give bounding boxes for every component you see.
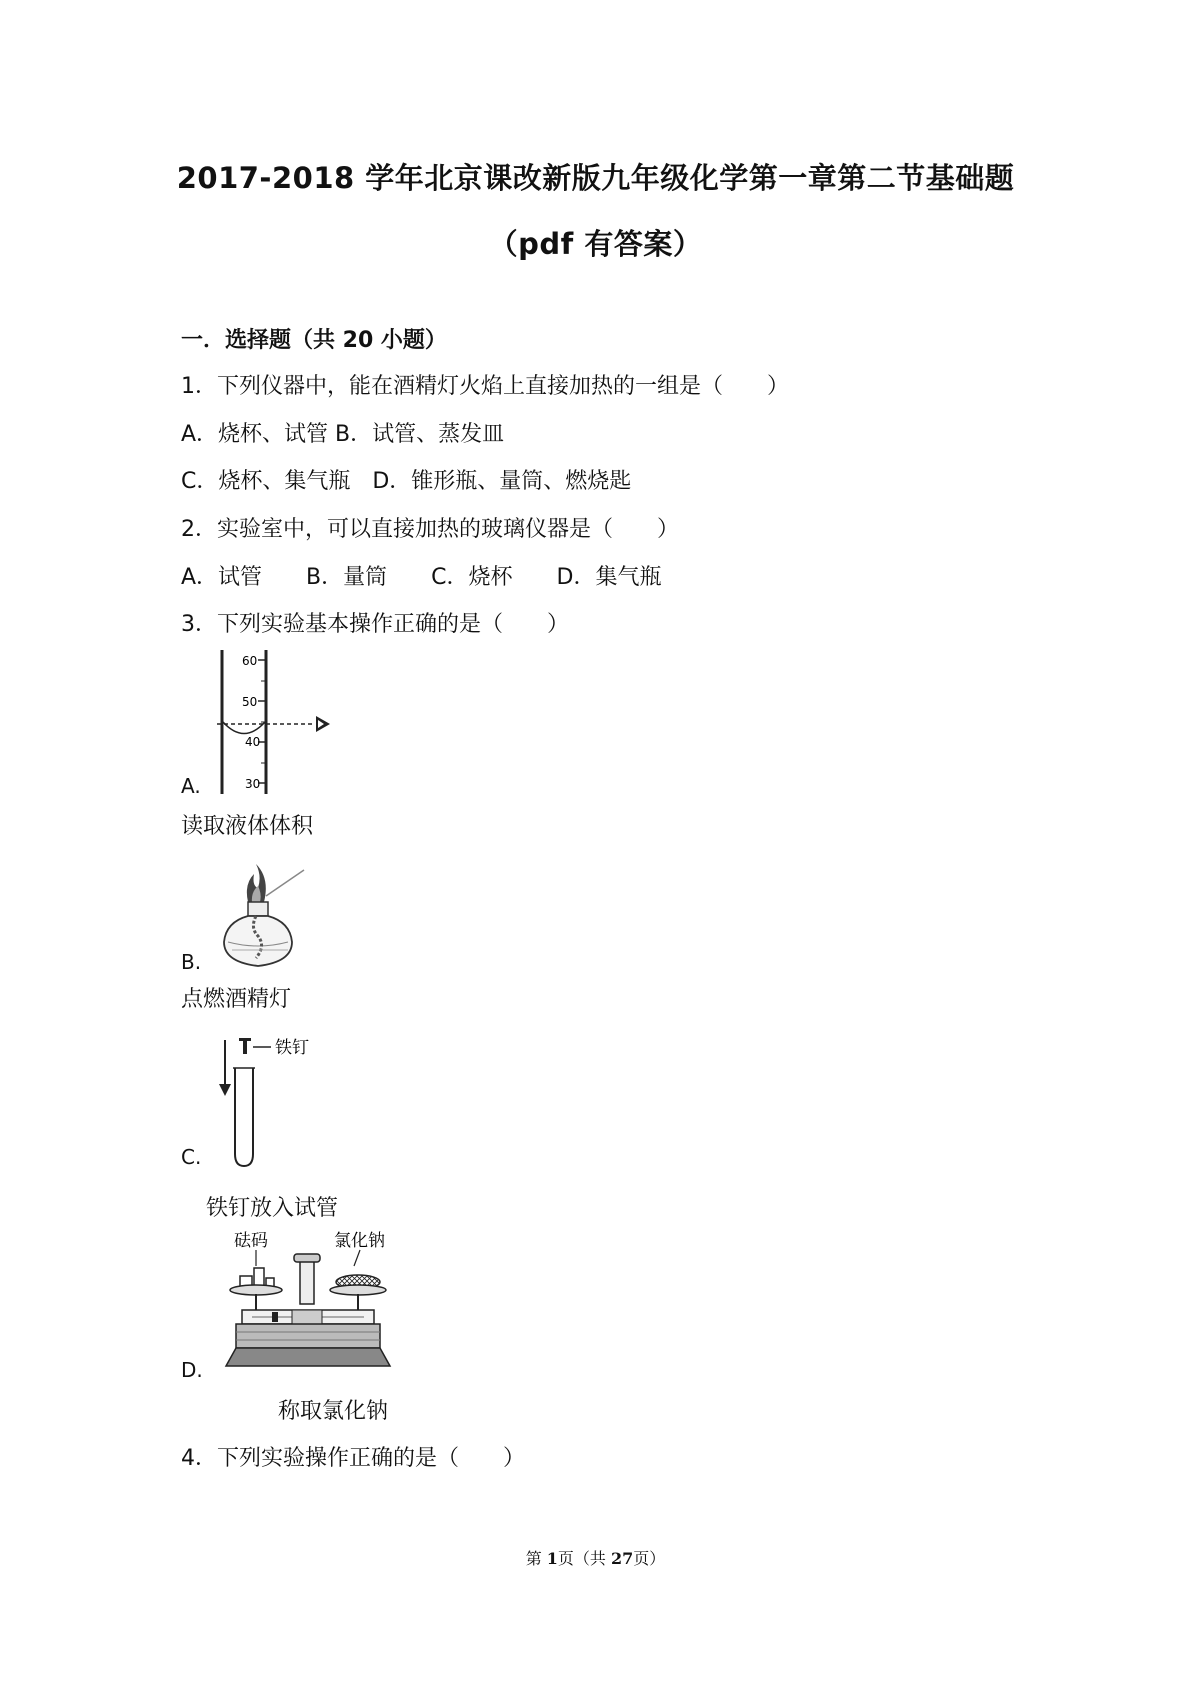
question-2-options: A．试管 B．量筒 C．烧杯 D．集气瓶 <box>181 565 662 590</box>
option-d-letter: D. <box>181 1358 203 1382</box>
scale-label-50: 50 <box>242 695 258 709</box>
page-footer <box>0 1546 1191 1569</box>
footer-page-number: 1 <box>546 1549 558 1568</box>
option-b-caption: 点燃酒精灯 <box>181 987 292 1012</box>
question-1-options-line2: C．烧杯、集气瓶 D．锥形瓶、量筒、燃烧匙 <box>181 469 632 494</box>
footer-suffix: 页） <box>633 1549 666 1568</box>
footer-prefix: 第 <box>525 1549 547 1568</box>
question-2-stem: 2．实验室中，可以直接加热的玻璃仪器是（ ） <box>181 517 679 542</box>
alcohol-lamp-figure <box>218 862 310 970</box>
footer-total-pages: 27 <box>611 1549 634 1568</box>
document-title-line1: 2017-2018 学年北京课改新版九年级化学第一章第二节基础题 <box>176 161 1015 195</box>
balance-figure <box>222 1226 394 1376</box>
iron-nail-icon <box>243 1038 247 1054</box>
footer-middle: 页（共 <box>557 1549 612 1568</box>
option-a-letter: A. <box>181 774 201 798</box>
option-c-letter: C. <box>181 1145 202 1169</box>
option-c-caption: 铁钉放入试管 <box>206 1196 339 1221</box>
sodium-chloride-label: 氯化钠 <box>334 1231 385 1251</box>
option-d-caption: 称取氯化钠 <box>278 1399 389 1424</box>
question-1-stem: 1．下列仪器中，能在酒精灯火焰上直接加热的一组是（ ） <box>181 374 789 399</box>
scale-label-30: 30 <box>245 777 261 791</box>
arrow-down-icon <box>219 1084 231 1096</box>
graduated-cylinder-figure <box>212 650 342 796</box>
scale-label-60: 60 <box>242 654 258 668</box>
test-tube-figure <box>213 1036 323 1170</box>
rider-icon <box>272 1312 278 1322</box>
match-icon <box>266 870 304 896</box>
section-heading: 一．选择题（共 20 小题） <box>181 328 447 353</box>
question-3-stem: 3．下列实验基本操作正确的是（ ） <box>181 612 569 637</box>
weights-label: 砝码 <box>234 1231 268 1251</box>
question-4-stem: 4．下列实验操作正确的是（ ） <box>181 1446 525 1471</box>
document-title-line2: （pdf 有答案） <box>488 227 703 261</box>
option-a-caption: 读取液体体积 <box>181 814 314 839</box>
option-b-letter: B. <box>181 950 202 974</box>
scale-label-40: 40 <box>245 735 261 749</box>
question-1-options-line1: A．烧杯、试管 B．试管、蒸发皿 <box>181 422 505 447</box>
iron-nail-label: 铁钉 <box>275 1038 309 1058</box>
